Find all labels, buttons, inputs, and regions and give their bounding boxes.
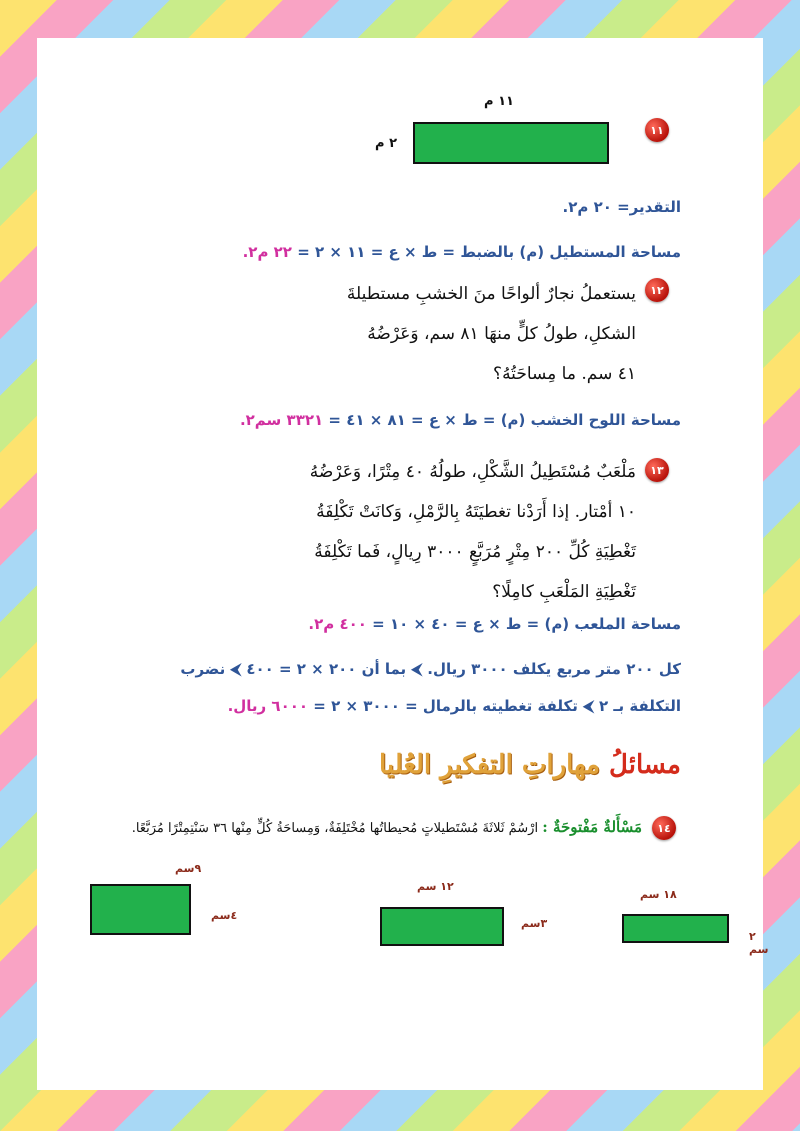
rectangle-9x4 xyxy=(90,884,191,935)
r2-width-label: ٣سم xyxy=(521,917,548,930)
q11-area-formula: مساحة المستطيل (م) بالضبط = ط × ع = ١١ × ٢ = xyxy=(291,243,681,261)
r3-width-label: ٤سم xyxy=(211,909,238,922)
section-heading xyxy=(379,750,681,780)
q13-line-4: تَغْطِيَةِ المَلْعَبِ كامِلًا؟ xyxy=(492,582,636,602)
rectangle-18x2 xyxy=(622,914,729,943)
r3-length-label: ٩سم xyxy=(175,862,202,875)
q13-area-result: ٤٠٠ م٢. xyxy=(308,615,367,633)
question-12-badge: ١٢ xyxy=(645,278,669,302)
section-heading-text: مهاراتِ التفكيرِ العُليا xyxy=(379,750,600,780)
q13-area-line xyxy=(308,614,681,633)
q12-line-2: الشكلِ، طولُ كلٍّ منهَا ٨١ سم، وَعَرْضُهُ xyxy=(367,324,636,344)
r1-width-label: ٢ سم xyxy=(749,930,769,956)
q11-area-line xyxy=(243,242,681,261)
q12-problem xyxy=(216,274,636,394)
q14-text: ارْسُمْ ثَلاثَةَ مُسْتَطيلاتٍ مُحيطاتُها مُخْتَلِفَةٌ، وَمِساحَةُ كُلٍّ مِنْها ٣٦ سَنْتِمِتْرًا مُرَبَّعًا. xyxy=(131,821,539,836)
q12-answer-formula: مساحة اللوح الخشب (م) = ط × ع = ٨١ × ٤١ = xyxy=(323,411,681,429)
q14-label: مَسْأَلةٌ مَفْتوحَةٌ : xyxy=(542,818,642,836)
r1-length-label: ١٨ سم xyxy=(640,888,677,901)
section-heading-accent: مسائلُ xyxy=(609,750,681,780)
question-11-badge: ١١ xyxy=(645,118,669,142)
q13-area-formula: مساحة الملعب (م) = ط × ع = ٤٠ × ١٠ = xyxy=(366,615,681,633)
q11-length-label: ١١ م xyxy=(484,94,514,109)
q14-problem xyxy=(132,818,642,836)
q13-line-1: مَلْعَبٌ مُسْتَطِيلُ الشَّكْلِ، طولُهُ ٤٠ مِتْرًا، وَعَرْضُهُ xyxy=(309,462,636,482)
q11-width-label: ٢ م xyxy=(375,136,397,151)
q13-line-3: تَغْطِيَةِ كُلِّ ٢٠٠ مِتْرٍ مُرَبَّعٍ ٣٠٠٠ رِيالٍ، فَما تَكْلِفَةُ xyxy=(314,542,636,562)
q11-estimate: التقدير= ٢٠ م٢. xyxy=(562,198,681,216)
q11-rectangle xyxy=(413,122,609,164)
q11-area-result: ٢٢ م٢. xyxy=(242,243,292,261)
q13-cost-line-1: كل ٢٠٠ متر مربع يكلف ٣٠٠٠ ريال. ⮜ بما أن ٢٠٠ × ٢ = ٤٠٠ ⮜ نضرب xyxy=(180,660,681,678)
q13-problem xyxy=(166,452,636,612)
q12-line-3: ٤١ سم. ما مِساحَتُهُ؟ xyxy=(493,364,636,384)
question-14-badge: ١٤ xyxy=(652,816,676,840)
question-13-badge: ١٣ xyxy=(645,458,669,482)
rectangle-12x3 xyxy=(380,907,504,946)
q13-cost-line-2 xyxy=(228,696,681,715)
q13-line-2: ١٠ أمْتار. إذا أَرَدْنا تغطيَتَهُ بِالرَّمْلِ، وَكانَتْ تَكْلِفَةُ xyxy=(316,502,636,522)
r2-length-label: ١٢ سم xyxy=(417,880,454,893)
worksheet-page xyxy=(37,38,769,1090)
q13-cost-result: ٦٠٠٠ ريال. xyxy=(227,697,309,715)
q12-answer-result: ٣٣٢١ سم٢. xyxy=(239,411,324,429)
q13-cost-formula: التكلفة بـ ٢ ⮜ تكلفة تغطيته بالرمال = ٣٠٠٠ × ٢ = xyxy=(308,697,681,715)
q12-answer-line xyxy=(240,410,681,429)
q12-line-1: يستعملُ نجارٌ ألواحًا منَ الخشبِ مستطيلةَ xyxy=(346,284,636,304)
